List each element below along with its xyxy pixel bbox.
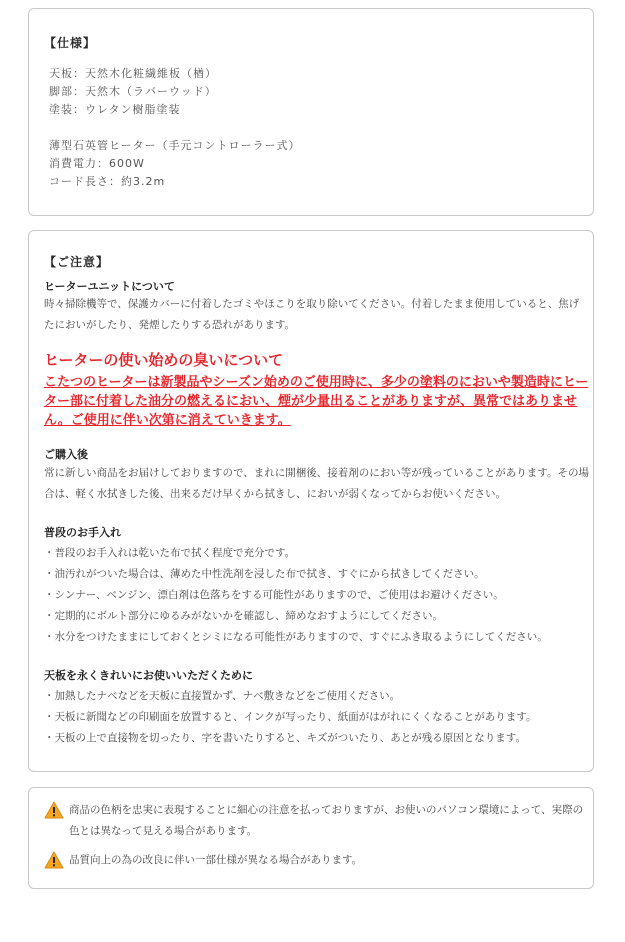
warning-section: [28, 787, 594, 889]
tabletop-item: ・天板の上で直接物を切ったり、字を書いたりすると、キズがついたり、あとが残る原因となります。: [44, 732, 526, 744]
after-purchase-title: ご購入後: [44, 448, 88, 461]
warning-text: 品質向上の為の改良に伴い一部仕様が異なる場合があります。: [69, 854, 363, 866]
tabletop-item: ・加熱したナベなどを天板に直接置かず、ナベ敷きなどをご使用ください。: [44, 690, 401, 702]
tabletop-title: 天板を永くきれいにお使いいただくために: [44, 669, 253, 682]
warning-triangle-icon: [44, 851, 64, 869]
spec-section: [28, 8, 594, 216]
spec-line: 脚部：天然木（ラバーウッド）: [49, 85, 217, 98]
heater-unit-title: ヒーターユニットについて: [44, 280, 175, 293]
spec-line: 消費電力：600W: [49, 157, 145, 170]
spec-line: 薄型石英管ヒーター（手元コントローラー式）: [49, 139, 301, 152]
spec-line: 塗装：ウレタン樹脂塗装: [49, 103, 181, 116]
notice-section: [28, 230, 594, 772]
care-item: ・定期的にボルト部分にゆるみがないかを確認し、締めなおすようにしてください。: [44, 610, 443, 622]
after-purchase-text: 常に新しい商品をお届けしておりますので、まれに開梱後、接着剤のにおい等が残っていることがあります。その場合は、軽く水拭きした後、出来るだけ早くから拭きし、においが弱くなってからお使いください。: [44, 467, 589, 500]
spec-line: コード長さ：約3.2m: [49, 175, 166, 188]
care-title: 普段のお手入れ: [44, 526, 121, 539]
spec-heading: 【仕様】: [44, 36, 97, 50]
care-item: ・油汚れがついた場合は、薄めた中性洗剤を浸した布で拭き、すぐにから拭きしてください。: [44, 568, 485, 580]
smell-title: ヒーターの使い始めの臭いについて: [44, 351, 284, 369]
warning-triangle-icon: [44, 801, 64, 819]
care-item: ・普段のお手入れは乾いた布で拭く程度で充分です。: [44, 547, 296, 559]
care-item: ・シンナー、ベンジン、漂白剤は色落ちをする可能性がありますので、ご使用はお避けください。: [44, 589, 504, 601]
heater-unit-text: 時々掃除機等で、保護カバーに付着したゴミやほこりを取り除いてください。付着したまま使用していると、焦げたにおいがしたり、発煙したりする恐れがあります。: [44, 298, 580, 331]
tabletop-item: ・天板に新聞などの印刷面を放置すると、インクが写ったり、紙面がはがれにくくなることがあります。: [44, 711, 537, 723]
warning-text: 商品の色柄を忠実に表現することに細心の注意を払っておりますが、お使いのパソコン環境によって、実際の色とは異なって見える場合があります。: [69, 804, 584, 837]
smell-text: こたつのヒーターは新製品やシーズン始めのご使用時に、多少の塗料のにおいや製造時にヒーター部に付着した油分の燃えるにおい、煙が少量出ることがありますが、異常ではありません。ご使用に伴い次第に消えていきます。: [44, 375, 589, 428]
care-item: ・水分をつけたままにしておくとシミになる可能性がありますので、すぐにふき取るようにしてください。: [44, 631, 548, 643]
notice-heading: 【ご注意】: [44, 255, 110, 269]
spec-line: 天板：天然木化粧繊維板（楢）: [49, 67, 217, 80]
